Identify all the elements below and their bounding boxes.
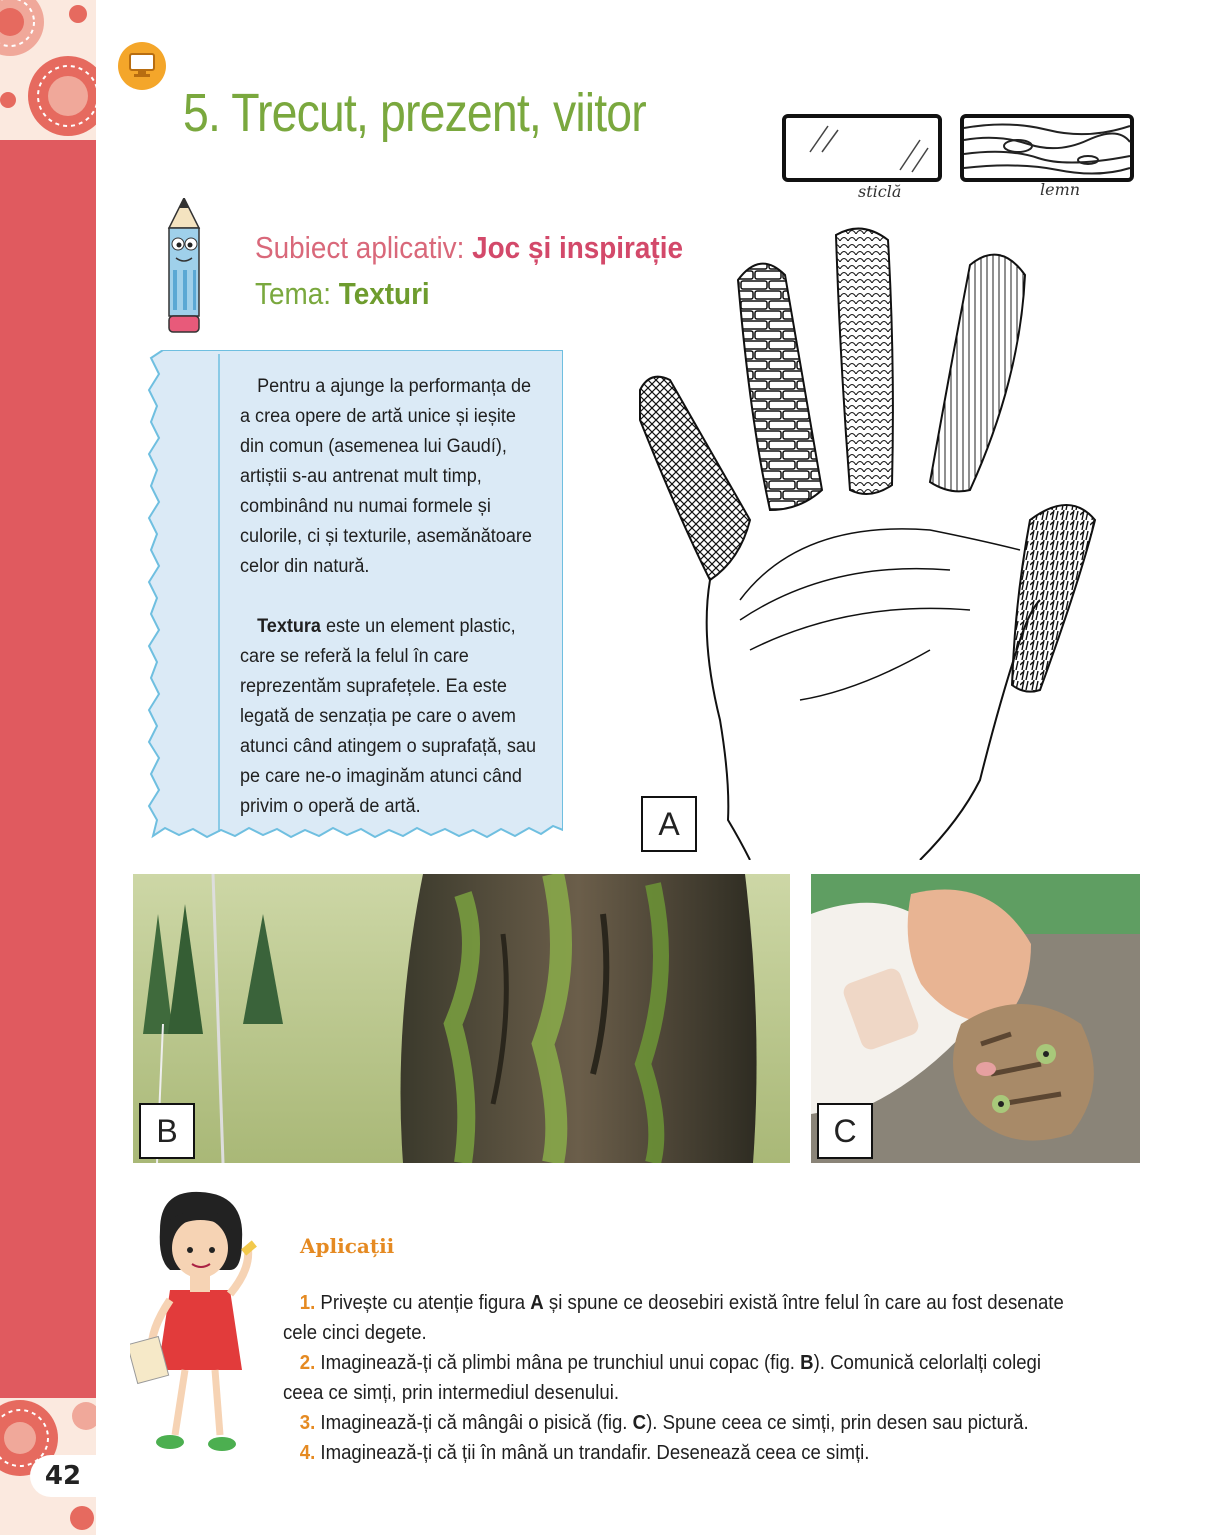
page-title: 5. Trecut, prezent, viitor <box>183 83 646 143</box>
theme-prefix: Tema: <box>255 276 339 311</box>
subject-name: Joc și inspirație <box>472 230 684 265</box>
computer-icon <box>127 52 157 80</box>
application-text: și spune ce deosebiri există între felul în care au fost desenate cele cinci degete. <box>283 1292 1064 1344</box>
pencil-mascot-icon <box>163 198 205 338</box>
figure-b-label: B <box>139 1103 195 1159</box>
application-text: ). Comunică celorlalți colegi ceea ce simți, prin intermediul desenului. <box>283 1352 1042 1404</box>
glass-swatch <box>780 112 945 184</box>
texture-definition: este un element plastic, care se referă la felul în care reprezentăm suprafețele. Ea este legată de senzația pe care o avem atunci când atingem o suprafață, sau pe care ne-o imaginăm atunci când privim o operă de artă. <box>240 616 537 817</box>
figure-ref: A <box>530 1292 544 1314</box>
texture-term: Textura <box>257 616 321 637</box>
application-text: Imaginează-ți că mângâi o pisică (fig. <box>315 1412 633 1434</box>
info-paragraph-2 <box>240 612 536 822</box>
figure-ref: C <box>632 1412 647 1434</box>
application-text: ). Spune ceea ce simți, prin desen sau pictură. <box>646 1412 1029 1434</box>
figure-c-label: C <box>817 1103 873 1159</box>
hand-texture-drawing <box>600 220 1120 860</box>
application-text: Imaginează-ți că ții în mână un trandafir. Desenează ceea ce simți. <box>315 1442 870 1464</box>
application-item-1 <box>283 1288 1083 1348</box>
application-item-4 <box>283 1438 1083 1468</box>
page-number: 42 <box>30 1455 96 1497</box>
applications-title: Aplicații <box>300 1234 395 1258</box>
application-number: 2. <box>299 1352 316 1374</box>
application-number: 3. <box>299 1412 316 1434</box>
application-item-3 <box>283 1408 1083 1438</box>
application-number: 4. <box>299 1442 316 1464</box>
wood-swatch-label: lemn <box>1040 180 1081 199</box>
application-text: Imaginează-ți că plimbi mâna pe trunchiul unui copac (fig. <box>315 1352 801 1374</box>
theme-name: Texturi <box>338 276 430 311</box>
figure-ref: B <box>800 1352 814 1374</box>
theme-line <box>255 276 430 312</box>
figure-a-label: A <box>641 796 697 852</box>
decorative-band <box>0 140 96 1398</box>
application-item-2 <box>283 1348 1083 1408</box>
lesson-badge <box>118 42 166 90</box>
application-text: Privește cu atenție figura <box>315 1292 531 1314</box>
wood-swatch <box>958 112 1136 184</box>
info-paragraph-1: Pentru a ajunge la performanța de a crea opere de artă unice și ieșite din comun (asemenea lui Gaudí), artiștii s-au antrenat mult timp, combinând nu numai formele și culorile, ci și texturile, asemănătoare celor din natură. <box>240 376 532 577</box>
info-card-text <box>240 372 536 822</box>
girl-illustration <box>130 1190 270 1460</box>
applications-list <box>283 1288 1083 1468</box>
tree-bark-photo <box>133 874 790 1163</box>
subject-prefix: Subiect aplicativ: <box>255 230 473 265</box>
glass-swatch-label: sticlă <box>858 182 902 201</box>
application-number: 1. <box>299 1292 316 1314</box>
decorative-band-top <box>0 0 96 140</box>
